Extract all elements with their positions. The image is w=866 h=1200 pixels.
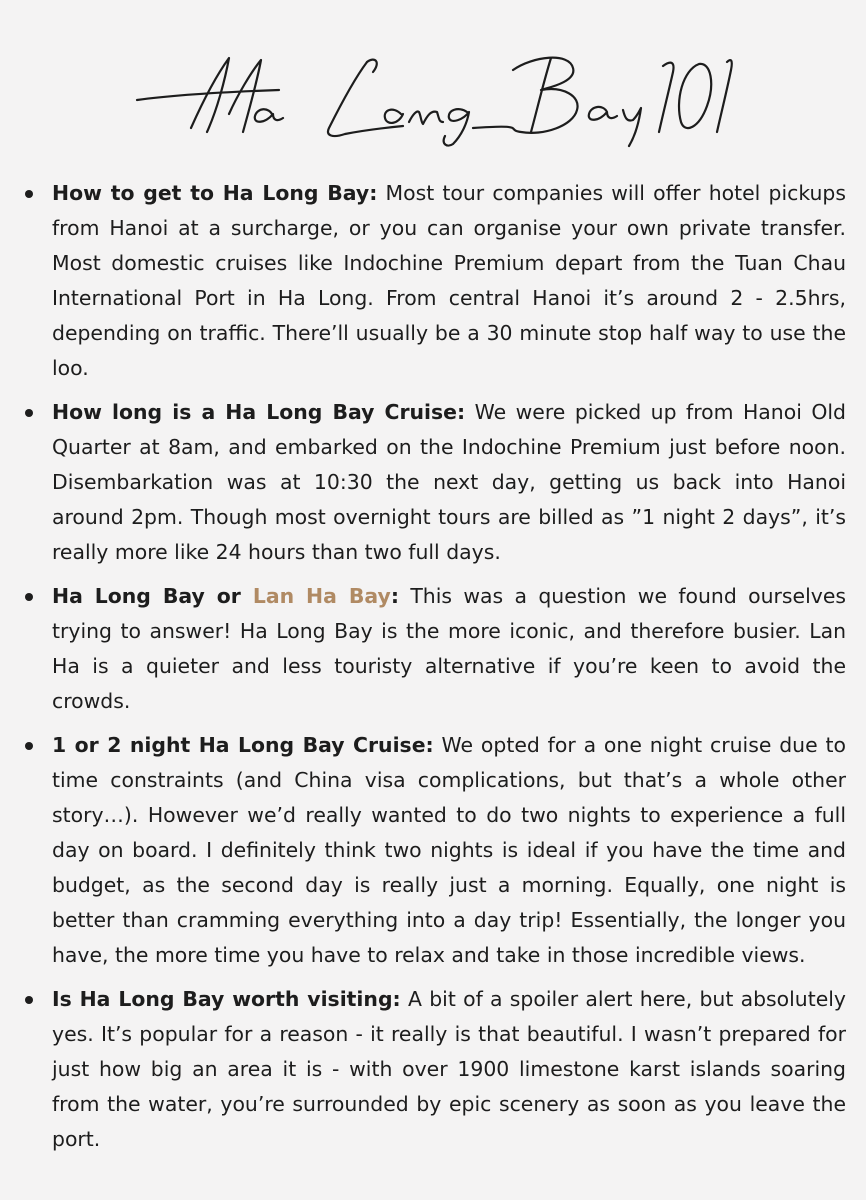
bullet-icon xyxy=(25,742,33,750)
item-heading: 1 or 2 night Ha Long Bay Cruise: xyxy=(52,733,434,757)
bullet-icon xyxy=(25,996,33,1004)
list-item xyxy=(52,982,846,1157)
item-text: A bit of a spoiler alert here, but absolutely yes. It’s popular for a reason - it really is that beautiful. I wasn’t prepared for just how big an area it is - with over 1900 limestone karst islands soaring from the water, you’re surrounded by epic scenery as soon as you leave the port. xyxy=(52,987,846,1151)
script-title-logo xyxy=(133,40,733,150)
item-text: Most tour companies will offer hotel pickups from Hanoi at a surcharge, or you can organise your own private transfer. Most domestic cruises like Indochine Premium depart from the Tuan Chau International Port in Ha Long. From central Hanoi it’s around 2 - 2.5hrs, depending on traffic. There’ll usually be a 30 minute stop half way to use the loo. xyxy=(52,181,846,380)
list-item xyxy=(52,176,846,386)
page-title-text xyxy=(0,150,1,151)
list-item xyxy=(52,728,846,973)
list-item xyxy=(52,395,846,570)
item-heading-colon: : xyxy=(390,584,399,608)
item-text: We were picked up from Hanoi Old Quarter at 8am, and embarked on the Indochine Premium just before noon. Disembarkation was at 10:30 the next day, getting us back into Hanoi around 2pm. Though most overnight tours are billed as ”1 night 2 days”, it’s really more like 24 hours than two full days. xyxy=(52,400,846,564)
bullet-icon xyxy=(25,190,33,198)
item-heading: How long is a Ha Long Bay Cruise: xyxy=(52,400,466,424)
page-title xyxy=(0,40,866,150)
faq-list xyxy=(52,176,846,1166)
item-heading: Ha Long Bay or xyxy=(52,584,253,608)
lan-ha-bay-link[interactable]: Lan Ha Bay xyxy=(252,584,391,608)
item-heading: How to get to Ha Long Bay: xyxy=(52,181,378,205)
list-item xyxy=(52,579,846,719)
bullet-icon xyxy=(25,593,33,601)
bullet-icon xyxy=(25,409,33,417)
item-text: This was a question we found ourselves trying to answer! Ha Long Bay is the more iconic, and therefore busier. Lan Ha is a quieter and less touristy alternative if you’re keen to avoid the crowds. xyxy=(52,584,846,713)
item-heading: Is Ha Long Bay worth visiting: xyxy=(52,987,401,1011)
item-text: We opted for a one night cruise due to time constraints (and China visa complications, but that’s a whole other story…). However we’d really wanted to do two nights to experience a full day on board. I definitely think two nights is ideal if you have the time and budget, as the second day is really just a morning. Equally, one night is better than cramming everything into a day trip! Essentially, the longer you have, the more time you have to relax and take in those incredible views. xyxy=(52,733,846,967)
